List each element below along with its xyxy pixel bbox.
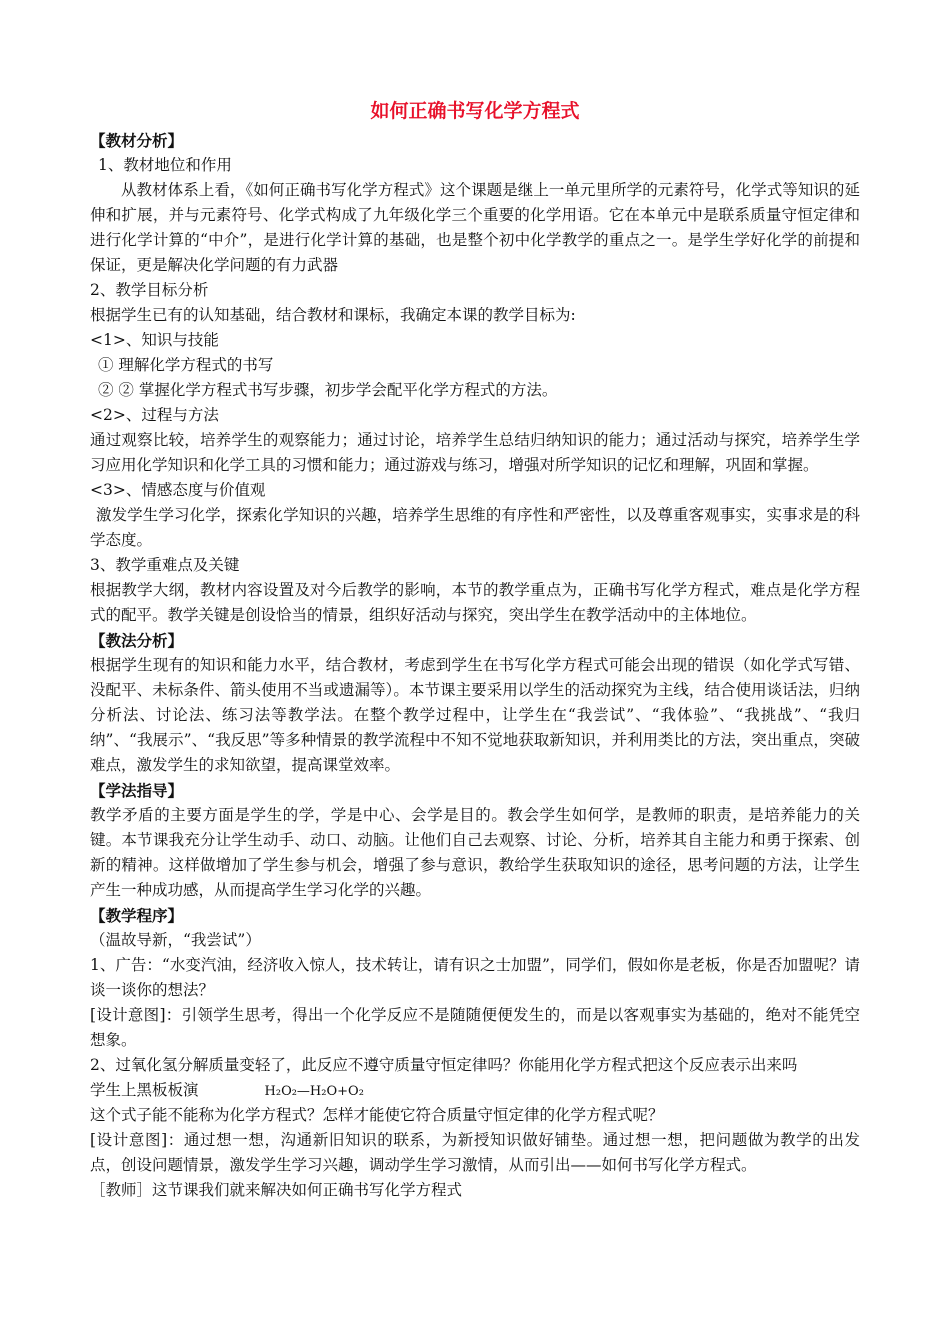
goal-process-paragraph: 通过观察比较，培养学生的观察能力；通过讨论，培养学生总结归纳知识的能力；通过活动与探究，培养学生学习应用化学知识和化学工具的习惯和能力；通过游戏与练习，增强对所学知识的记忆和理解，巩固和掌握。 — [90, 431, 860, 474]
board-demo-line — [90, 1078, 860, 1103]
procedure-question-3: 这个式子能不能称为化学方程式？怎样才能使它符合质量守恒定律的化学方程式呢？ — [90, 1106, 664, 1124]
goal-process-heading: <2>、过程与方法 — [90, 406, 219, 424]
paragraph-teaching-method: 根据学生现有的知识和能力水平，结合教材，考虑到学生在书写化学方程式可能会出现的错误（如化学式写错、没配平、未标条件、箭头使用不当或遗漏等）。本节课主要采用以学生的活动探究为主线，结合使用谈话法，归纳分析法、讨论法、练习法等教学法。在整个教学过程中，让学生在“我尝试”、“我体验”、“我挑战”、“我归纳”、“我展示”、“我反思”等多种情景的教学流程中不知不觉地获取新知识，并利用类比的方法，突出重点，突破难点，激发学生的求知欲望，提高课堂效率。 — [90, 656, 860, 774]
subheading-textbook-role: 1、教材地位和作用 — [98, 156, 232, 174]
goal-knowledge-item-1: ① 理解化学方程式的书写 — [98, 356, 274, 374]
section-heading-learning-guidance: 【学法指导】 — [90, 781, 184, 800]
goal-attitude-paragraph: 激发学生学习化学，探索化学知识的兴趣，培养学生思维的有序性和严密性，以及尊重客观事实，实事求是的科学态度。 — [90, 506, 860, 549]
paragraph-key-points: 根据教学大纲，教材内容设置及对今后教学的影响，本节的教学重点为，正确书写化学方程式，难点是化学方程式的配平。教学关键是创设恰当的情景，组织好活动与探究，突出学生在教学活动中的主体地位。 — [90, 581, 860, 624]
design-intent-1: [设计意图]：引领学生思考，得出一个化学反应不是随随便便发生的，而是以客观事实为基础的，绝对不能凭空想象。 — [90, 1006, 860, 1049]
design-intent-2: [设计意图]：通过想一想，沟通新旧知识的联系，为新授知识做好铺垫。通过想一想，把问题做为教学的出发点，创设问题情景，激发学生学习兴趣，调动学生学习激情，从而引出——如何书写化学方程式。 — [90, 1131, 860, 1174]
subheading-key-points: 3、教学重难点及关键 — [90, 556, 240, 574]
goal-knowledge-heading: <1>、知识与技能 — [90, 331, 219, 349]
goal-attitude-heading: <3>、情感态度与价值观 — [90, 481, 266, 499]
paragraph-learning-guidance: 教学矛盾的主要方面是学生的学，学是中心、会学是目的。教会学生如何学，是教师的职责，是培养能力的关键。本节课我充分让学生动手、动口、动脑。让他们自己去观察、讨论、分析，培养其自主能力和勇于探索、创新的精神。这样做增加了学生参与机会，增强了参与意识，教给学生获取知识的途径，思考问题的方法，让学生产生一种成功感，从而提高学生学习化学的兴趣。 — [90, 806, 860, 899]
board-demo-text: 学生上黑板板演 — [90, 1081, 199, 1099]
section-heading-textbook-analysis: 【教材分析】 — [90, 131, 184, 150]
procedure-intro: （温故导新，“我尝试”） — [90, 931, 261, 949]
subheading-teaching-goals: 2、教学目标分析 — [90, 281, 209, 299]
chemical-formula: H₂O₂—H₂O+O₂ — [264, 1084, 364, 1099]
section-heading-teaching-method: 【教法分析】 — [90, 631, 184, 650]
paragraph-teaching-goals: 根据学生已有的认知基础，结合教材和课标，我确定本课的教学目标为: — [90, 306, 576, 324]
goal-knowledge-item-2: ② ② 掌握化学方程式书写步骤，初步学会配平化学方程式的方法。 — [98, 381, 558, 399]
document-title: 如何正确书写化学方程式 — [370, 100, 580, 122]
paragraph-textbook-role: 从教材体系上看，《如何正确书写化学方程式》这个课题是继上一单元里所学的元素符号，化学式等知识的延伸和扩展，并与元素符号、化学式构成了九年级化学三个重要的化学用语。它在本单元中是联系质量守恒定律和进行化学计算的“中介”，是进行化学计算的基础，也是整个初中化学教学的重点之一。是学生学好化学的前提和保证，更是解决化学问题的有力武器 — [90, 181, 860, 274]
procedure-question-1: 1、广告：“水变汽油，经济收入惊人，技术转让，请有识之士加盟”，同学们，假如你是老板，你是否加盟呢？请谈一谈你的想法？ — [90, 956, 860, 999]
procedure-question-2: 2、过氧化氢分解质量变轻了，此反应不遵守质量守恒定律吗？你能用化学方程式把这个反应表示出来吗 — [90, 1056, 798, 1074]
section-heading-teaching-procedure: 【教学程序】 — [90, 906, 184, 925]
document-page — [90, 96, 860, 1203]
teacher-statement: ［教师］这节课我们就来解决如何正确书写化学方程式 — [90, 1181, 463, 1199]
